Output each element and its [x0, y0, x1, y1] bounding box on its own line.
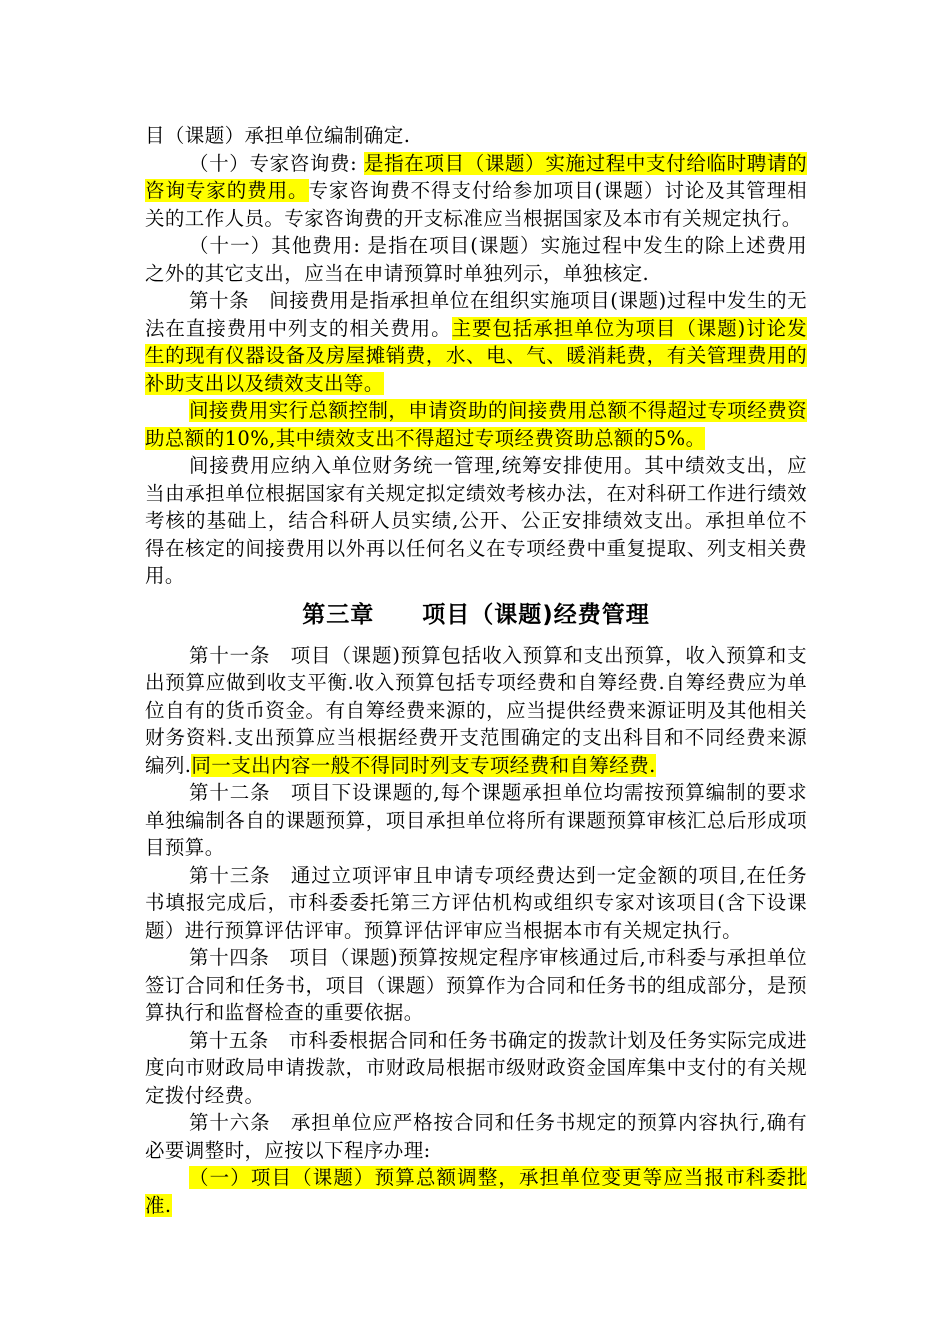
paragraph-p1 [145, 122, 807, 150]
paragraph-text: 目（课题）承担单位编制确定. [145, 124, 411, 147]
paragraph-p11 [145, 1027, 807, 1110]
paragraph-text: （十）专家咨询费: [189, 151, 364, 175]
paragraph-p6 [145, 452, 807, 590]
paragraph-text: 第十二条 项目下设课题的,每个课题承担单位均需按预算编制的要求单独编制各自的课题预算，项目承担单位将所有课题预算审核汇总后形成项目预算。 [145, 781, 807, 859]
paragraph-text: 第十一条 项目（课题)预算包括收入预算和支出预算，收入预算和支出预算应做到收支平衡.收入预算包括专项经费和自筹经费.自筹经费应为单位自有的货币资金。有自筹经费来源的，应当提供经费来源证明及其他相关财务资料.支出预算应当根据经费开支范围确定的支出科目和不同经费来源编列. [145, 643, 807, 777]
highlighted-text: 同一支出内容一般不得同时列支专项经费和自筹经费. [191, 753, 656, 777]
paragraph-p3 [145, 232, 807, 287]
paragraph-p12 [145, 1109, 807, 1164]
paragraph-p2 [145, 150, 807, 233]
paragraph-text: 第十五条 市科委根据合同和任务书确定的拨款计划及任务实际完成进度向市财政局申请拨款，市财政局根据市级财政资金国库集中支付的有关规定拨付经费。 [145, 1028, 807, 1107]
paragraph-text: 第十三条 通过立项评审且申请专项经费达到一定金额的项目,在任务书填报完成后，市科委委托第三方评估机构或组织专家对该项目(含下设课题）进行预算评估评审。预算评估评审应当根据本市有关规定执行。 [145, 863, 807, 942]
paragraph-p7 [145, 642, 807, 780]
section-text-bottom [145, 642, 807, 1220]
paragraph-text: （十一）其他费用: 是指在项目(课题）实施过程中发生的除上述费用之外的其它支出，应当在申请预算时单独列示，单独核定. [145, 234, 807, 285]
paragraph-p13 [145, 1164, 807, 1219]
highlighted-text: 间接费用实行总额控制，申请资助的间接费用总额不得超过专项经费资助总额的10%,其中绩效支出不得超过专项经费资助总额的5%。 [145, 399, 807, 450]
paragraph-p4 [145, 287, 807, 397]
document-body [145, 122, 807, 1219]
paragraph-text: 第十六条 承担单位应严格按合同和任务书规定的预算内容执行,确有必要调整时，应按以下程序办理: [145, 1111, 807, 1162]
highlighted-text: （一）项目（课题）预算总额调整，承担单位变更等应当报市科委批准. [145, 1166, 807, 1217]
paragraph-text: 第十四条 项目（课题)预算按规定程序审核通过后,市科委与承担单位签订合同和任务书，项目（课题）预算作为合同和任务书的组成部分，是预算执行和监督检查的重要依据。 [145, 946, 807, 1024]
highlighted-text: 主要包括承担单位为项目（课题)讨论发生的现有仪器设备及房屋摊销费，水、电、气、暖消耗费，有关管理费用的补助支出以及绩效支出等。 [145, 316, 807, 395]
paragraph-p10 [145, 944, 807, 1027]
section-text-top [145, 122, 807, 590]
paragraph-p5 [145, 397, 807, 452]
chapter-title: 第三章 项目（课题)经费管理 [302, 601, 650, 628]
paragraph-text: 第十条 间接费用是指承担单位在组织实施项目(课题)过程中发生的无法在直接费用中列支的相关费用。 [145, 289, 807, 340]
paragraph-text: 间接费用应纳入单位财务统一管理,统筹安排使用。其中绩效支出，应当由承担单位根据国家有关规定拟定绩效考核办法，在对科研工作进行绩效考核的基础上，结合科研人员实绩,公开、公正安排绩效支出。承担单位不得在核定的间接费用以外再以任何名义在专项经费中重复提取、列支相关费用。 [145, 454, 807, 587]
paragraph-p8 [145, 779, 807, 862]
highlighted-text: 是指在项目（课题）实施过程中支付给临时聘请的咨询专家的费用。 [145, 151, 807, 202]
paragraph-text: 专家咨询费不得支付给参加项目(课题）讨论及其管理相关的工作人员。专家咨询费的开支标准应当根据国家及本市有关规定执行。 [145, 179, 807, 230]
paragraph-p9 [145, 862, 807, 945]
